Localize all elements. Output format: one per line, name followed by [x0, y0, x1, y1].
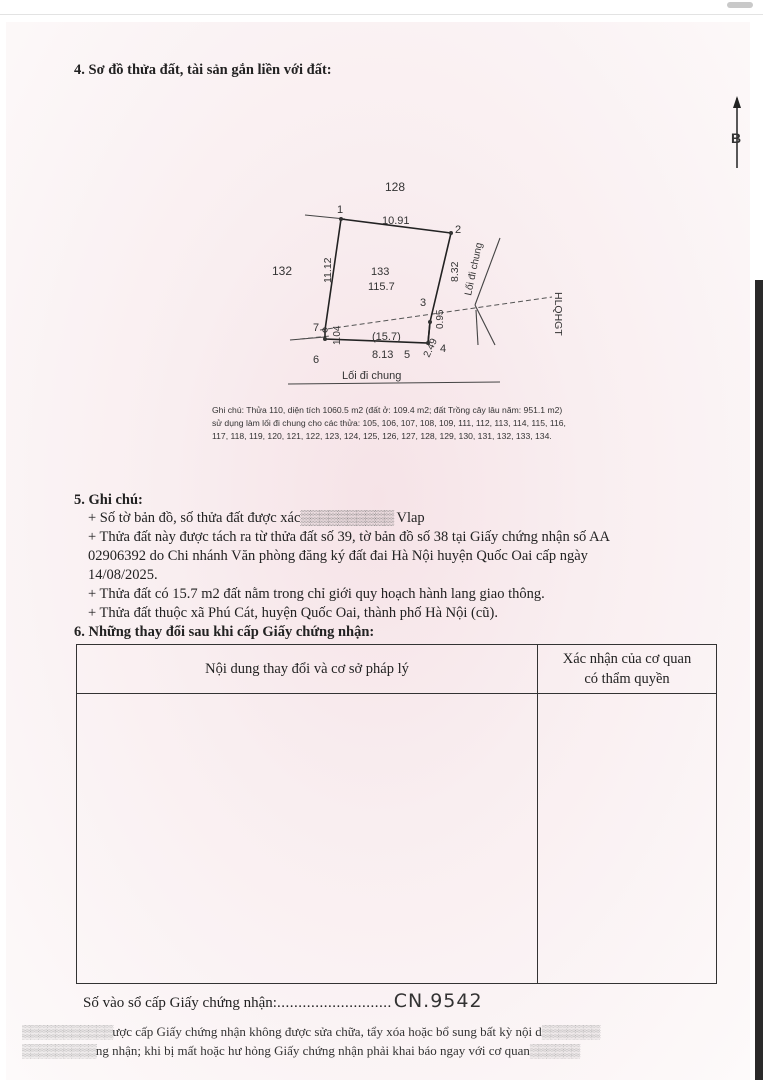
note-line-4: 14/08/2025. — [88, 567, 158, 583]
parcel-north-number: 128 — [385, 180, 406, 194]
changes-header-content: Nội dung thay đổi và cơ sở pháp lý — [77, 645, 538, 694]
section4-title: 4. Sơ đồ thửa đất, tài sản gắn liền với đất: — [74, 62, 332, 78]
parcel-main-area: 115.7 — [368, 281, 395, 293]
changes-header-authority — [538, 645, 717, 694]
hlqhgt-label: HLQHGT — [552, 292, 564, 336]
bottom-road-label: Lối đi chung — [342, 370, 402, 382]
changes-body-content — [77, 694, 538, 984]
map-note-line-2: sử dụng làm lối đi chung cho các thửa: 105, 106, 107, 108, 109, 111, 112, 113, 114, 115, 116, — [212, 418, 566, 428]
registration-label: Số vào sổ cấp Giấy chứng nhận: — [83, 995, 277, 1011]
section5-title: 5. Ghi chú: — [74, 492, 143, 508]
point-5: 5 — [404, 349, 411, 361]
north-label: B — [731, 130, 742, 146]
note-line-2: + Thửa đất này được tách ra từ thửa đất số 39, tờ bản đồ số 38 tại Giấy chứng nhận số AA — [88, 529, 611, 545]
footer-line-1-text: ược cấp Giấy chứng nhận không được sửa chữa, tẩy xóa hoặc bổ sung bất kỳ nội d — [112, 1024, 542, 1039]
neighbor-lines — [288, 215, 500, 384]
footer-line-2: ▒▒▒▒▒▒▒▒▒ng nhận; khi bị mất hoặc hư hỏng Giấy chứng nhận phải khai báo ngay với cơ quan▒▒▒▒▒▒ — [22, 1043, 580, 1058]
dim-top: 10.91 — [382, 215, 410, 227]
point-6: 6 — [313, 354, 320, 366]
registration-number: CN.9542 — [393, 990, 483, 1012]
note-line-1-text: + Số tờ bản đồ, số thửa đất được xác — [88, 510, 301, 526]
corridor-area: (15.7) — [372, 331, 401, 343]
note-line-3: 02906392 do Chi nhánh Văn phòng đăng ký đất đai Hà Nội huyện Quốc Oai cấp ngày — [88, 548, 588, 564]
parcel-west-number: 132 — [272, 264, 293, 278]
dim-bottom: 8.13 — [372, 349, 394, 361]
authority-line-1: Xác nhận của cơ quan — [562, 651, 692, 667]
dim-right: 8.32 — [449, 261, 461, 282]
point-3: 3 — [420, 297, 427, 309]
dim-lower-right: 2.49 — [421, 336, 440, 360]
point-2: 2 — [455, 224, 462, 236]
registration-dots: ........................... — [276, 995, 392, 1011]
changes-table — [76, 644, 717, 984]
map-note-line-3: 117, 118, 119, 120, 121, 122, 123, 124, 125, 126, 127, 128, 129, 130, 131, 132, 133, 134. — [212, 431, 552, 441]
registration-line — [83, 990, 483, 1012]
note-line-6: + Thửa đất thuộc xã Phú Cát, huyện Quốc Oai, thành phố Hà Nội (cũ). — [88, 605, 499, 621]
authority-line-2: có thẩm quyền — [584, 671, 670, 687]
note-line-1: + Số tờ bản đồ, số thửa đất được xác▒▒▒▒▒▒▒▒▒▒ Vlap — [88, 510, 425, 526]
dim-upper-right: 0.95 — [435, 309, 446, 329]
point-1: 1 — [337, 204, 344, 216]
note-line-1-tail: Vlap — [396, 510, 425, 526]
parcel-map — [0, 0, 763, 450]
point-4: 4 — [440, 343, 447, 355]
side-road-label: Lối đi chung — [463, 241, 486, 297]
north-arrow-icon — [731, 96, 741, 168]
section6-title: 6. Những thay đổi sau khi cấp Giấy chứng nhận: — [74, 624, 375, 640]
point-7: 7 — [313, 322, 320, 334]
changes-body-authority — [538, 694, 717, 984]
map-note-line-1: Ghi chú: Thửa 110, diện tích 1060.5 m2 (đất ở: 109.4 m2; đất Trồng cây lâu năm: 951.1 m2) — [212, 405, 563, 415]
parcel-main-number: 133 — [371, 266, 390, 278]
footer-line-2-text: ng nhận; khi bị mất hoặc hư hỏng Giấy chứng nhận phải khai báo ngay với cơ quan — [95, 1043, 530, 1058]
dim-left-small: 1.04 — [332, 325, 343, 345]
dim-left: 11.12 — [322, 257, 334, 283]
note-line-5: + Thửa đất có 15.7 m2 đất nằm trong chỉ giới quy hoạch hành lang giao thông. — [88, 586, 545, 602]
footer-line-1: ▒▒▒▒▒▒▒▒▒▒▒ược cấp Giấy chứng nhận không được sửa chữa, tẩy xóa hoặc bổ sung bất kỳ nội d▒▒▒▒▒▒▒ — [22, 1024, 600, 1039]
